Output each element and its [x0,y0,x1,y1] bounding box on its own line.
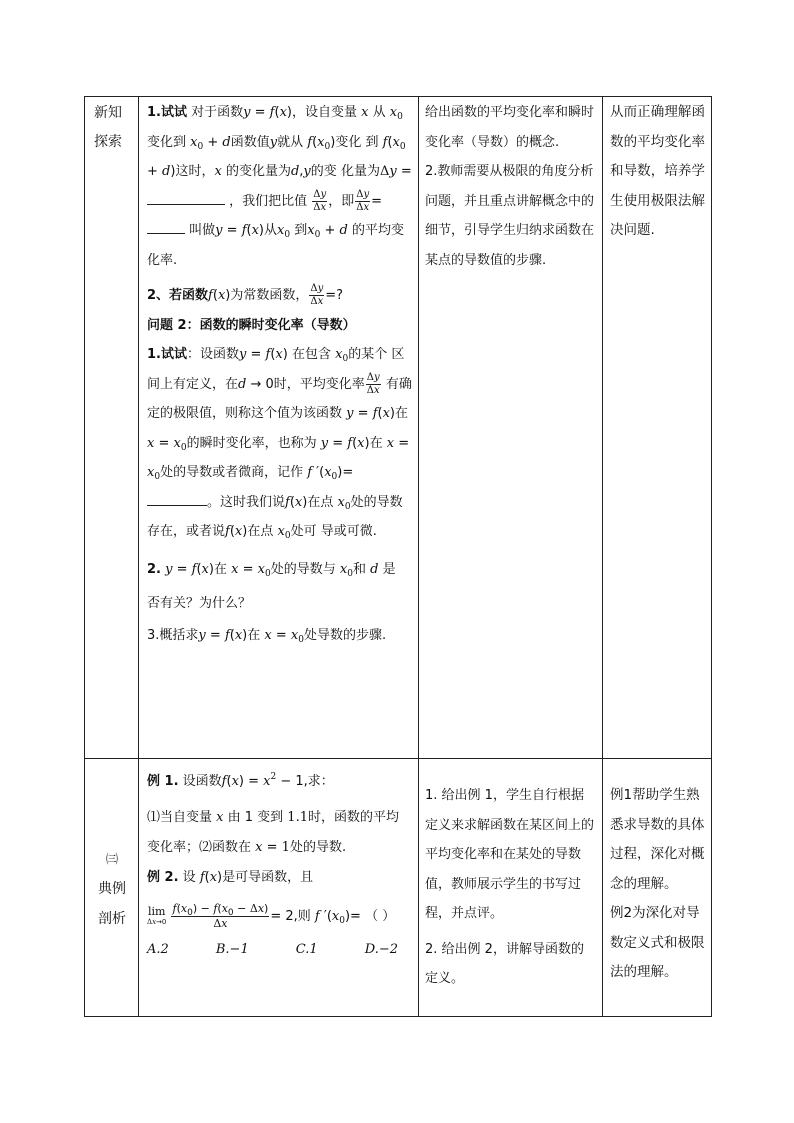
question2b-paragraph: 2. y = f(x)在 $x = x_0$处的导数与 $x_0$和 d 是 否有关？为什么？ [147,561,396,611]
teacher-activity-new-knowledge: 给出函数的平均变化率和瞬时变化率（导数）的概念. 2.教师需要从极限的角度分析问题，并且重点讲解概念中的细节，引导学生归纳求函数在某点的导数值的步骤. [419,97,603,759]
example1-paragraph: 例 1. 设函数$f(x) = x^2 - 1$,求： [147,772,334,789]
table-row-new-knowledge [85,97,712,759]
stage-label-examples [85,759,139,1017]
table-row-examples [85,759,712,1017]
content-examples [139,759,419,1017]
example1-parts: ⑴当自变量 x 由 1 变到 1.1时，函数的平均 变化率；⑵函数在 x = 1处的导数. [147,810,399,855]
option-d: D.−2 [364,942,398,957]
question2-paragraph: 2、若函数f(x)为常数函数， $\frac{\Delta y}{\Delta x}$ =? [147,283,344,307]
design-intent-examples: 例1帮助学生熟悉求导数的具体过程，深化对概念的理解。 例2为深化对导数定义式和极限法的理解。 [603,759,712,1017]
try1-paragraph: 1.试试 对于函数y = f(x)，设自变量 x 从 $x_0$变化到 $x_0 + d$函数值y就从 $f(x_0)$变化 到 $f(x_0 + d)$这时，x 的变化量为d,y的变 化量为Δy = ，我们把比值 $\frac{\Delta y}{\Delta x}$ ，即 $\frac{\Delta y}{\Delta x}$ = 叫做y = f(x)从$x_0$ 到$x_0 + d$ 的平均变化率. [147,105,412,268]
design-intent-new-knowledge: 从而正确理解函数的平均变化率和导数，培养学生使用极限法解决问题. [603,97,712,759]
option-c: C.1 [295,942,318,957]
limit-expression: lim Δx→0 $\frac{f(x_0) - f(x_0 - \Delta x)}{\Delta x}$ = 2,则 f $'(x_0)=$ （ ） [147,902,396,930]
example2-paragraph: 例 2. 设 f(x)是可导函数，且 [147,870,314,885]
answer-options [147,935,412,965]
option-b: B.−1 [215,942,249,957]
stage-number: ㈢ [105,851,118,866]
lesson-plan-table [84,96,712,1017]
stage-title: 典例剖析 [98,880,126,927]
content-new-knowledge [139,97,419,759]
teacher-activity-examples: 1. 给出例 1，学生自行根据定义来求解函数在某区间上的平均变化率和在某处的导数值，教师展示学生的书写过程，并点评。 2. 给出例 2，讲解导函数的定义。 [419,759,603,1017]
stage-label-new-knowledge: 新知探索 [85,97,139,759]
question3-paragraph: 3.概括求y = f(x)在 $x = x_0$处导数的步骤. [147,627,387,645]
option-a: A.2 [147,942,169,957]
instant-rate-paragraph: 1.试试：设函数y = f(x) 在包含 $x_0$的某个 区间上有定义，在d → 0时，平均变化率 $\frac{\Delta y}{\Delta x}$ 有确定的极限值，则称这个值为该函数 y = f(x)在 $x = x_0$的瞬时变化率，也称为 y = f(x)在 $x = x_0$处的导数或者微商，记作 f $'(x_0)=$。这时我们说f(x)在点 $x_0$处的导数存在，或者说f(x)在点 $x_0$处可 导或可微. [147,347,412,541]
problem2-heading: 问题 2：函数的瞬时变化率（导数） [147,317,356,333]
